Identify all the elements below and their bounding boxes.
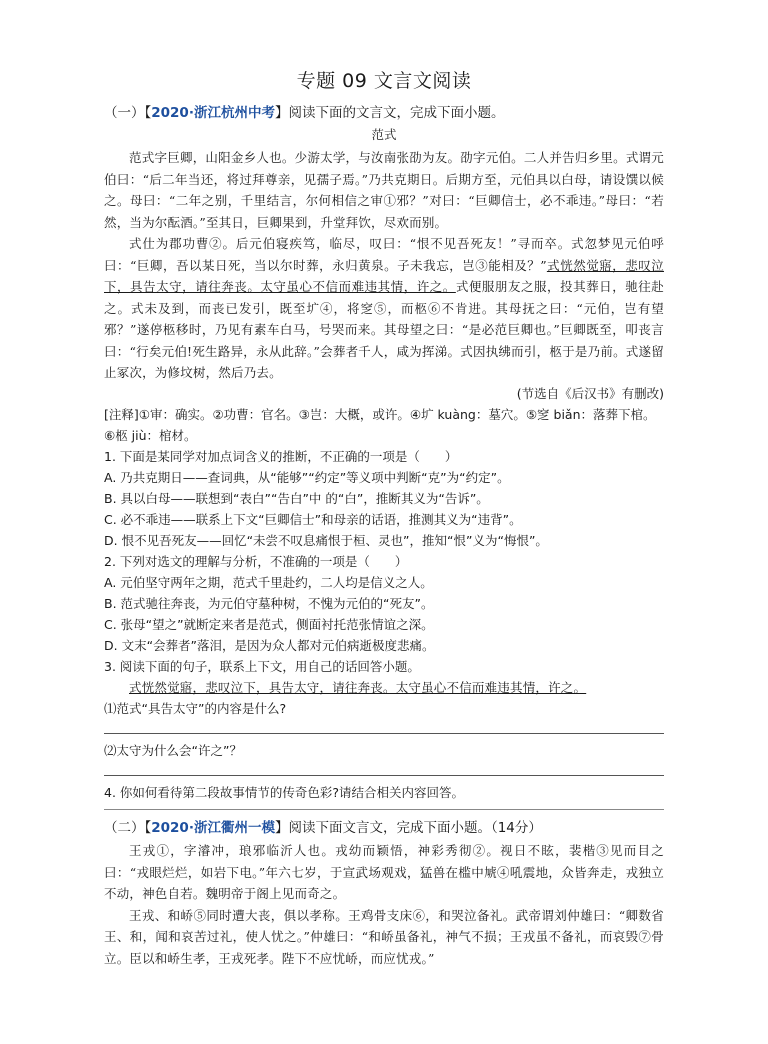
text-title: 范式 xyxy=(371,127,397,142)
document-page xyxy=(104,58,664,969)
q2-option-a: A. 元伯坚守两年之期，范式千里赴约，二人均是信义之人。 xyxy=(104,574,433,590)
answer-line-2 xyxy=(104,761,664,776)
para2-part-a: 式仕为郡功曹②。后元伯寝疾笃，临尽，叹曰：“恨不见吾死友！”寻而卒。式忽梦见元伯呼曰：“巨卿，吾以某日死，当以尔时葬，永归黄泉。子未我忘，岂③能相及？” xyxy=(104,236,664,273)
source-citation: (节选自《后汉书》有删改) xyxy=(516,385,664,401)
question-3: 3. 阅读下面的句子，联系上下文，用自己的话回答小题。 xyxy=(104,658,420,674)
q2-option-b: B. 范式驰往奔丧，为元伯守墓种树，不愧为元伯的“死友”。 xyxy=(104,595,434,611)
annotation-notes: [注释]①审：确实。②功曹：官名。③岂：大概，或许。④圹 kuàng：墓穴。⑤窆 biǎn：落葬下棺。⑥柩 jiù：棺材。 xyxy=(104,406,656,443)
q1-option-a: A. 乃共克期日——查词典，从“能够”“约定”等义项中判断“克”为“约定”。 xyxy=(104,469,510,485)
q1-option-c: C. 必不乖违——联系上下文“巨卿信士”和母亲的话语，推测其义为“违背”。 xyxy=(104,511,522,527)
question-2: 2. 下列对选文的理解与分析，不准确的一项是（ ） xyxy=(104,553,408,569)
page-title: 专题 09 文言文阅读 xyxy=(296,70,472,92)
question-1: 1. 下面是某同学对加点词含义的推断，不正确的一项是（ ） xyxy=(104,448,458,464)
answer-line-1 xyxy=(104,719,664,734)
q2-option-c: C. 张母“望之”就断定来者是范式，侧面衬托范张情谊之深。 xyxy=(104,616,434,632)
q1-option-b: B. 具以白母——联想到“表白”“告白”中 的“白”，推断其义为“告诉”。 xyxy=(104,490,489,506)
passage-paragraph-1: 范式字巨卿，山阳金乡人也。少游太学，与汝南张劭为友。劭字元伯。二人并告归乡里。式谓元伯曰：“后二年当还，将过拜尊亲，见孺子焉。”乃共克期日。后期方至，元伯具以白母，请设馔以候之。母曰：“二年之别，千里结言，尔何相信之审①邪？”对曰：“巨卿信士，必不乖违。”母曰：“若然，当为尔酝酒。”至其日，巨卿果到，升堂拜饮，尽欢而别。 xyxy=(104,150,664,230)
passage2-paragraph-1: 王戎①，字濬冲，琅邪临沂人也。戎幼而颖悟，神彩秀彻②。视日不眩，裴楷③见而目之曰：“戎眼烂烂，如岩下电。”年六七岁，于宣武场观戏，猛兽在槛中虓④吼震地，众皆奔走，戎独立不动，神色自若。魏明帝于阁上见而奇之。 xyxy=(104,843,664,901)
section1-heading xyxy=(104,101,664,121)
para2-part-b: 式便服朋友之服，投其葬日，驰往赴之。式未及到，而丧已发引，既至圹④，将窆⑤，而柩⑥不肯进。其母抚之曰：“元伯，岂有望邪？”遂停柩移时，乃见有素车白马，号哭而来。其母望之曰：“是必范巨卿也。”巨卿既至，叩丧言曰：“行矣元伯!死生路异，永从此辞。”会葬者千人，咸为挥涕。式因执绋而引，柩于是乃前。式遂留止冢次，为修坟树，然后乃去。 xyxy=(104,279,665,380)
section2-head-prefix: （二）【 xyxy=(104,820,152,836)
section2-source-tag: 2020·浙江衢州一模 xyxy=(151,820,275,836)
passage2-paragraph-2: 王戎、和峤⑤同时遭大丧，俱以孝称。王鸡骨支床⑥，和哭泣备礼。武帝谓刘仲雄曰：“卿数省王、和，闻和哀苦过礼，使人忧之。”仲雄曰：“和峤虽备礼，神气不损；王戎虽不备礼，而哀毁⑦骨立。臣以和峤生孝，王戎死孝。陛下不应忧峤，而应忧戎。” xyxy=(104,907,664,966)
section2-heading xyxy=(104,816,664,836)
section1-head-suffix: 】阅读下面的文言文，完成下面小题。 xyxy=(274,105,505,121)
section-divider xyxy=(104,809,664,810)
section2-head-suffix: 】阅读下面文言文，完成下面小题。（14分） xyxy=(274,820,542,836)
section1-source-tag: 2020·浙江杭州中考 xyxy=(151,105,275,121)
question-3-2: ⑵太守为什么会“许之”？ xyxy=(104,743,242,758)
question-4: 4. 你如何看待第二段故事情节的传奇色彩?请结合相关内容回答。 xyxy=(104,785,465,800)
q3-quoted-sentence: 式恍然觉寤，悲叹泣下，具告太守，请往奔丧。太守虽心不信而难违其情，许之。 xyxy=(129,679,587,695)
passage-paragraph-2 xyxy=(104,233,664,384)
q2-option-d: D. 文末“会葬者”落泪，是因为众人都对元伯病逝极度悲痛。 xyxy=(104,637,435,653)
section1-head-prefix: （一）【 xyxy=(104,105,152,121)
question-3-1: ⑴范式“具告太守”的内容是什么? xyxy=(104,701,287,716)
q1-option-d: D. 恨不见吾死友——回忆“未尝不叹息痛恨于桓、灵也”，推知“恨”义为“悔恨”。 xyxy=(104,532,548,548)
para2-underlined: 式恍然觉寤，悲叹泣下，具告太守，请往奔丧。太守虽心不信而难违其情，许之。 xyxy=(104,257,664,294)
